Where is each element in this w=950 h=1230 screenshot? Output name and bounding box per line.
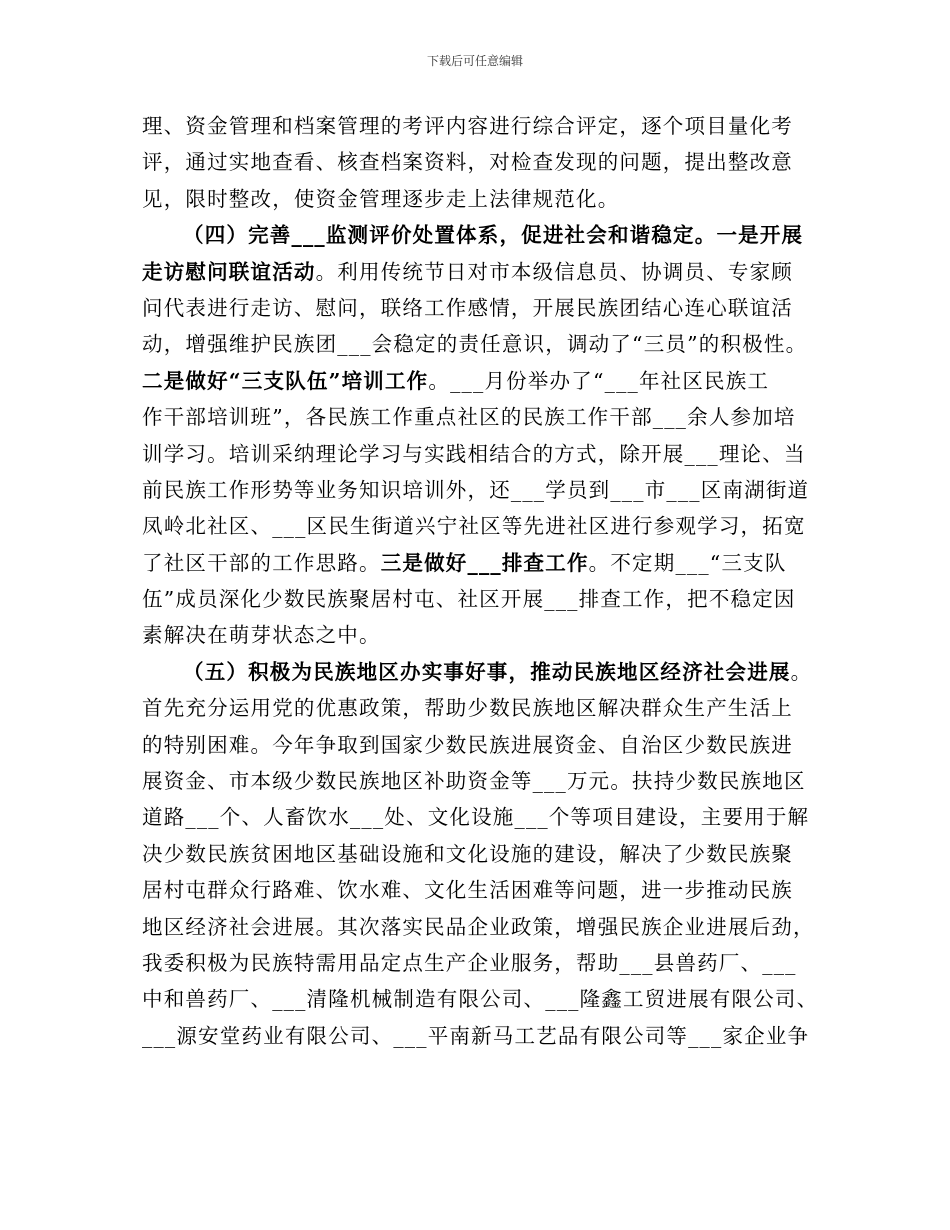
text-run: 伍”成员深化少数民族聚居村屯、社区开展___排查工作，把不稳定因 <box>142 587 796 612</box>
text-line <box>142 581 822 617</box>
text-line <box>142 363 822 399</box>
text-line <box>142 181 822 217</box>
text-line <box>142 617 822 653</box>
text-run: 前民族工作形势等业务知识培训外，还___学员到___市___区南湖街道 <box>142 477 810 502</box>
text-run: ___源安堂药业有限公司、___平南新马工艺品有限公司等___家企业争 <box>142 1023 810 1048</box>
text-line <box>142 763 822 799</box>
text-line <box>142 945 822 981</box>
text-line <box>142 545 822 581</box>
text-run: 问代表进行走访、慰问，联络工作感情，开展民族团结心连心联谊活 <box>142 295 793 320</box>
text-run: 居村屯群众行路难、饮水难、文化生活困难等问题，进一步推动民族 <box>142 878 793 903</box>
text-line <box>142 690 822 726</box>
text-run: 。 <box>790 659 813 684</box>
text-run: 道路___个、人畜饮水___处、文化设施___个等项目建设，主要用于解 <box>142 805 810 830</box>
text-run: 了社区干部的工作思路。 <box>142 550 381 575</box>
text-line <box>142 217 822 253</box>
text-line <box>142 290 822 326</box>
text-run: 展资金、市本级少数民族地区补助资金等___万元。扶持少数民族地区 <box>142 769 806 794</box>
text-run: 评，通过实地查看、核查档案资料，对检查发现的问题，提出整改意 <box>142 150 793 175</box>
text-run: 素解决在萌芽状态之中。 <box>142 623 381 648</box>
text-run: 凤岭北社区、___区民生街道兴宁社区等先进社区进行参观学习，拓宽 <box>142 514 806 539</box>
bold-text-run: （五）积极为民族地区办实事好事，推动民族地区经济社会进展 <box>183 659 791 684</box>
text-run: 的特别困难。今年争取到国家少数民族进展资金、自治区少数民族进 <box>142 732 793 757</box>
text-line <box>142 108 822 144</box>
text-line <box>142 909 822 945</box>
text-run: 决少数民族贫困地区基础设施和文化设施的建设，解决了少数民族聚 <box>142 841 793 866</box>
page-header: 下载后可任意编辑 <box>426 54 523 68</box>
text-run: 。___月份举办了“___年社区民族工 <box>428 368 770 393</box>
text-line <box>142 472 822 508</box>
text-line <box>142 981 822 1017</box>
text-run: 训学习。培训采纳理论学习与实践相结合的方式，除开展___理论、当 <box>142 441 806 466</box>
text-line <box>142 399 822 435</box>
text-line <box>142 326 822 362</box>
text-line <box>142 836 822 872</box>
bold-text-run: 二是做好“三支队伍”培训工作 <box>142 368 429 393</box>
text-line <box>142 508 822 544</box>
text-line <box>142 727 822 763</box>
text-run: 作干部培训班”，各民族工作重点社区的民族工作干部___余人参加培 <box>142 405 796 430</box>
text-line <box>142 1018 822 1054</box>
text-run: 见，限时整改，使资金管理逐步走上法律规范化。 <box>142 186 620 211</box>
document-body <box>142 108 822 1054</box>
text-run: 我委积极为民族特需用品定点生产企业服务，帮助___县兽药厂、___ <box>142 950 797 975</box>
text-line <box>142 144 822 180</box>
text-run: 动，增强维护民族团___会稳定的责任意识，调动了“三员”的积极性。 <box>142 332 808 357</box>
text-run: 。利用传统节日对市本级信息员、协调员、专家顾 <box>315 259 794 284</box>
bold-text-run: （四）完善___监测评价处置体系，促进社会和谐稳定。一是开展 <box>183 223 804 248</box>
text-run: 地区经济社会进展。其次落实民品企业政策，增强民族企业进展后劲， <box>142 914 815 939</box>
text-line <box>142 254 822 290</box>
text-line <box>142 654 822 690</box>
text-run: 首先充分运用党的优惠政策，帮助少数民族地区解决群众生产生活上 <box>142 696 793 721</box>
text-line <box>142 872 822 908</box>
text-run: 中和兽药厂、___清隆机械制造有限公司、___隆鑫工贸进展有限公司、 <box>142 987 819 1012</box>
bold-text-run: 三是做好___排查工作 <box>380 550 589 575</box>
text-line <box>142 799 822 835</box>
text-run: 。不定期___“三支队 <box>588 550 787 575</box>
text-run: 理、资金管理和档案管理的考评内容进行综合评定，逐个项目量化考 <box>142 114 793 138</box>
text-line <box>142 436 822 472</box>
bold-text-run: 走访慰问联谊活动 <box>142 259 316 284</box>
